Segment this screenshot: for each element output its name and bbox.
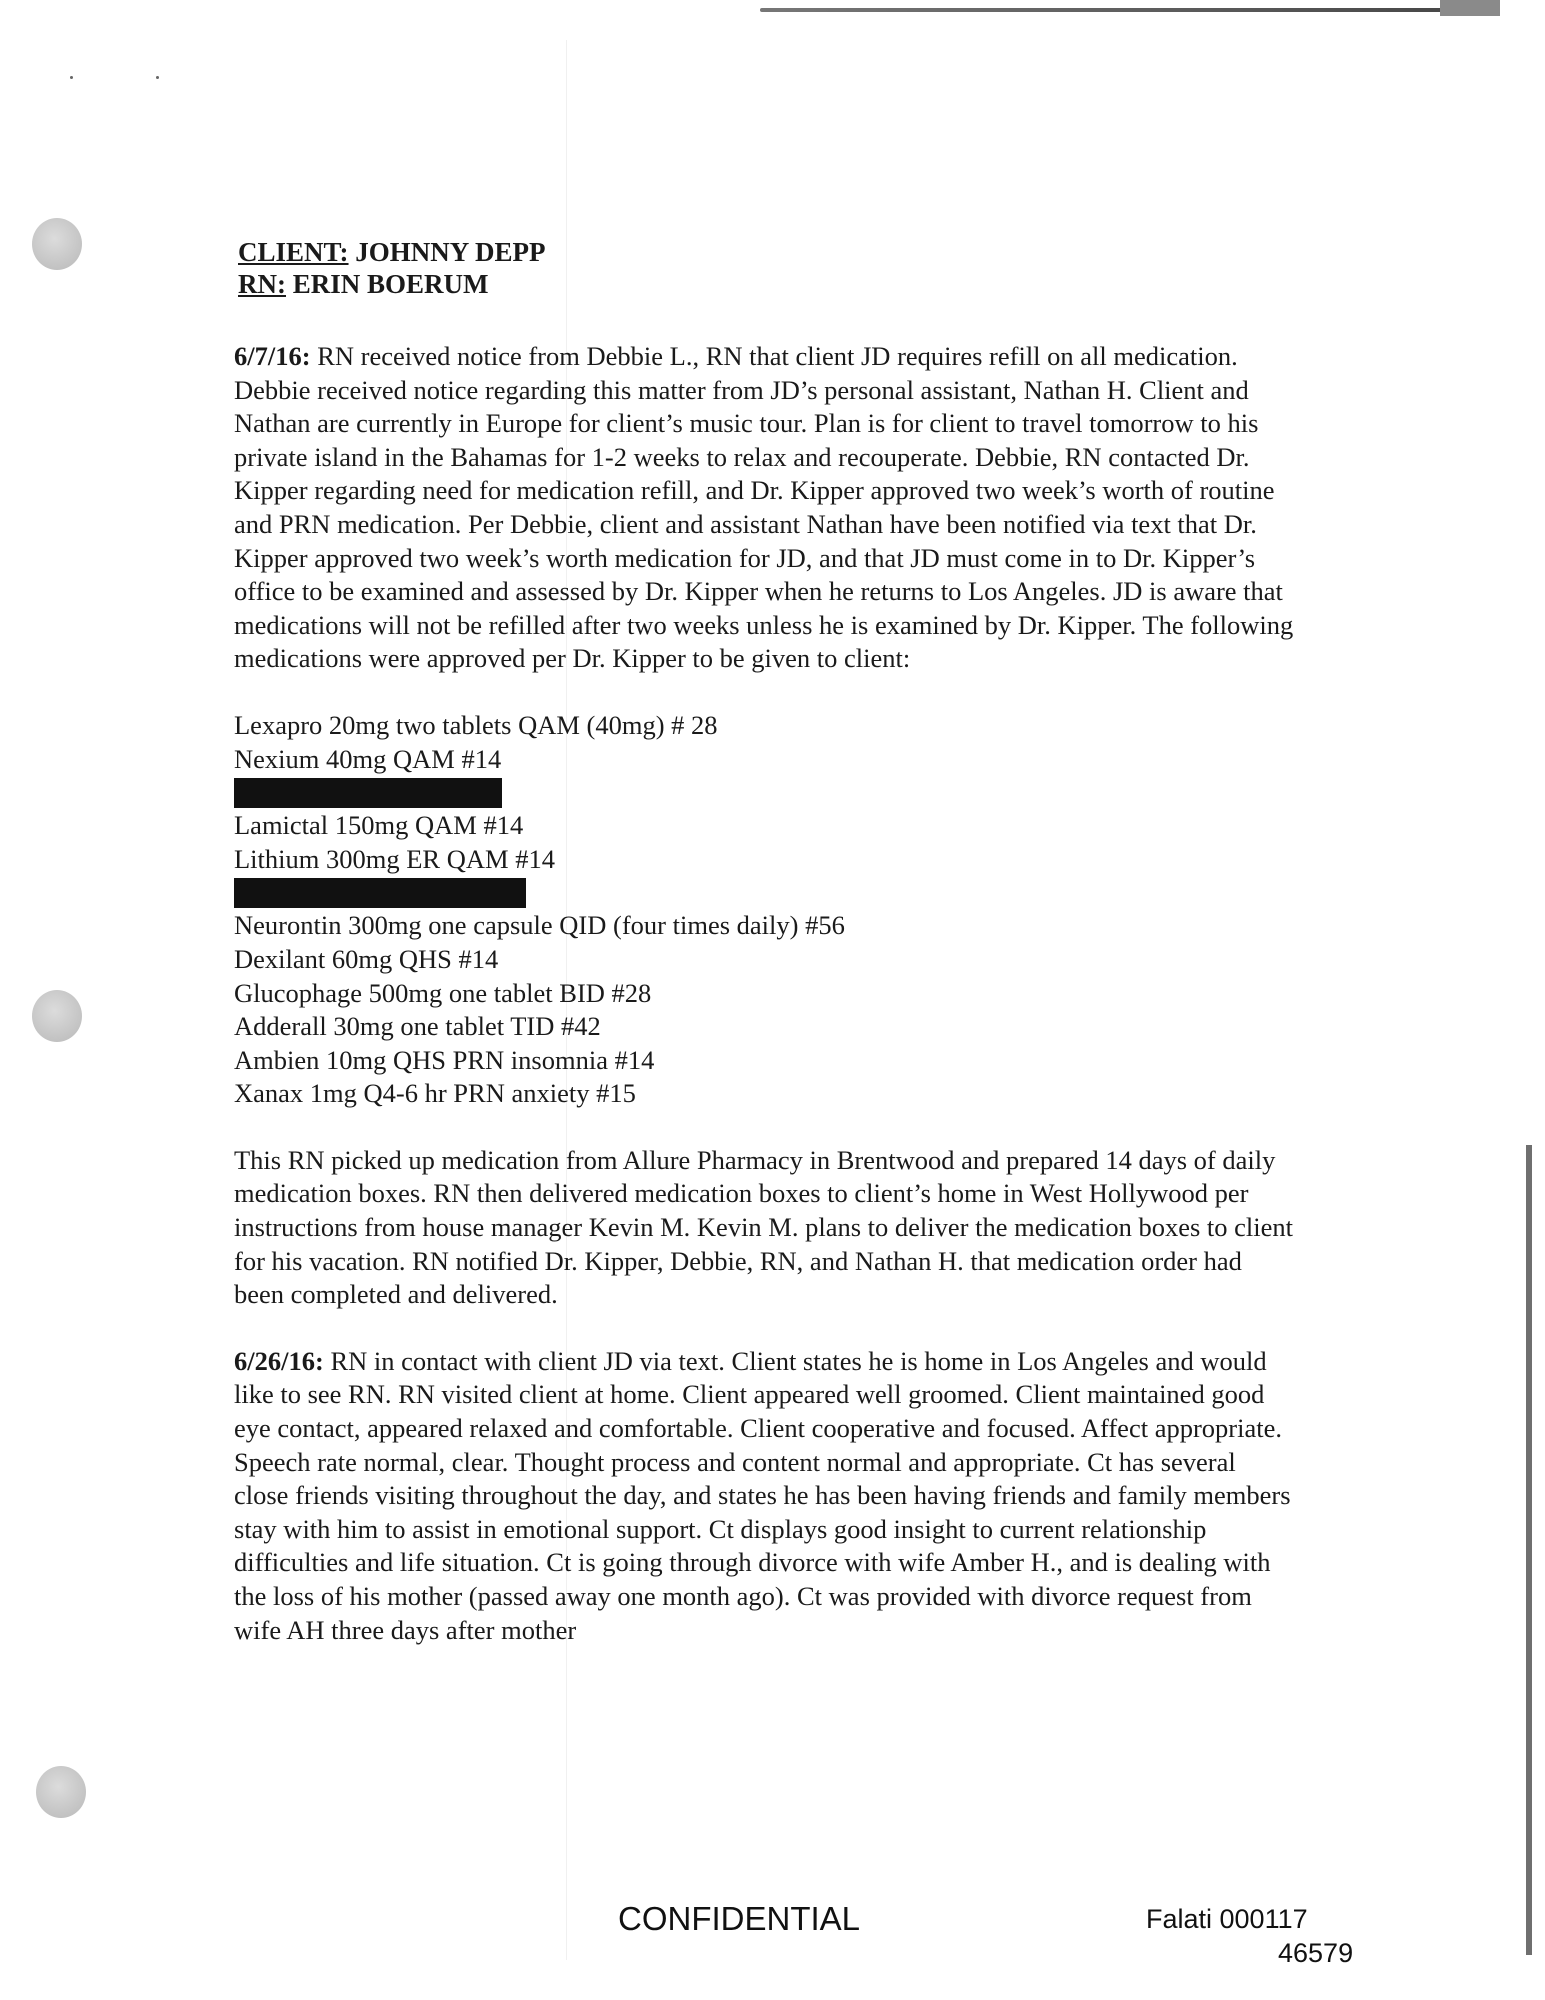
- entry-paragraph: [234, 1345, 1294, 1647]
- document-body: [234, 340, 1294, 1680]
- client-label: CLIENT:: [238, 237, 349, 267]
- falati-number: Falati 000117: [1146, 1904, 1308, 1934]
- medication-item: Lamictal 150mg QAM #14: [234, 810, 524, 841]
- entry-paragraph: [234, 340, 1294, 676]
- punch-hole-top: [32, 218, 82, 270]
- medication-item: Lexapro 20mg two tablets QAM (40mg) # 28: [234, 709, 718, 740]
- scan-speck: [156, 76, 159, 79]
- scan-speck: [70, 76, 73, 79]
- punch-hole-middle: [32, 990, 82, 1042]
- redaction-bar: [234, 878, 526, 908]
- medication-list: [234, 709, 1294, 1111]
- client-line: [238, 236, 546, 268]
- medication-item: Ambien 10mg QHS PRN insomnia #14: [234, 1044, 655, 1075]
- rn-line: [238, 268, 546, 300]
- rn-label: RN:: [238, 269, 286, 299]
- medication-item: Neurontin 300mg one capsule QID (four times daily) #56: [234, 910, 845, 941]
- punch-hole-bottom: [36, 1766, 86, 1818]
- pharmacy-paragraph: This RN picked up medication from Allure Pharmacy in Brentwood and prepared 14 days of daily medication boxes. RN then delivered medication boxes to client’s home in West Hollywood per instructions from house manager Kevin M. Kevin M. plans to deliver the medication boxes to client for his vacation. RN notified Dr. Kipper, Debbie, RN, and Nathan H. that medication order had been completed and delivered.: [234, 1144, 1294, 1310]
- scan-top-edge-mark: [1440, 0, 1500, 16]
- medication-item: Adderall 30mg one tablet TID #42: [234, 1011, 601, 1042]
- client-name: JOHNNY DEPP: [355, 237, 546, 267]
- confidential-stamp: CONFIDENTIAL: [618, 1900, 861, 1937]
- scan-right-edge-mark: [1526, 1145, 1532, 1955]
- entry-text: RN received notice from Debbie L., RN that client JD requires refill on all medication. Debbie received notice regarding this matter from JD’s personal assistant, Nathan H. Client and Nathan are currently in Europe for client’s music tour. Plan is for client to travel tomorrow to his private island in the Bahamas for 1-2 weeks to relax and recouperate. Debbie, RN contacted Dr. Kipper regarding need for medication refill, and Dr. Kipper approved two week’s worth of routine and PRN medication. Per Debbie, client and assistant Nathan have been notified via text that Dr. Kipper approved two week’s worth medication for JD, and that JD must come in to Dr. Kipper’s office to be examined and assessed by Dr. Kipper when he returns to Los Angeles. JD is aware that medications will not be refilled after two weeks unless he is examined by Dr. Kipper. The following medications were approved per Dr. Kipper to be given to client:: [234, 341, 1294, 674]
- entry-date: 6/7/16:: [234, 341, 311, 371]
- entry-text: RN in contact with client JD via text. Client states he is home in Los Angeles and would like to see RN. RN visited client at home. Client appeared well groomed. Client maintained good eye contact, appeared relaxed and comfortable. Client cooperative and focused. Affect appropriate. Speech rate normal, clear. Thought process and content normal and appropriate. Ct has several close friends visiting throughout the day, and states he has been having friends and family members stay with him to assist in emotional support. Ct displays good insight to current relationship difficulties and life situation. Ct is going through divorce with wife Amber H., and is dealing with the loss of his mother (passed away one month ago). Ct was provided with divorce request from wife AH three days after mother: [234, 1345, 1291, 1645]
- medication-item: Glucophage 500mg one tablet BID #28: [234, 977, 652, 1008]
- rn-name: ERIN BOERUM: [292, 269, 489, 299]
- medication-item: Dexilant 60mg QHS #14: [234, 943, 499, 974]
- entry-date: 6/26/16:: [234, 1345, 324, 1376]
- medication-item: Xanax 1mg Q4-6 hr PRN anxiety #15: [234, 1078, 636, 1109]
- medication-item: Nexium 40mg QAM #14: [234, 743, 502, 774]
- document-header: [238, 236, 546, 300]
- scan-top-rule: [760, 8, 1500, 12]
- redaction-bar: [234, 778, 502, 808]
- bates-number: 46579: [1278, 1938, 1354, 1968]
- medication-item: Lithium 300mg ER QAM #14: [234, 843, 555, 874]
